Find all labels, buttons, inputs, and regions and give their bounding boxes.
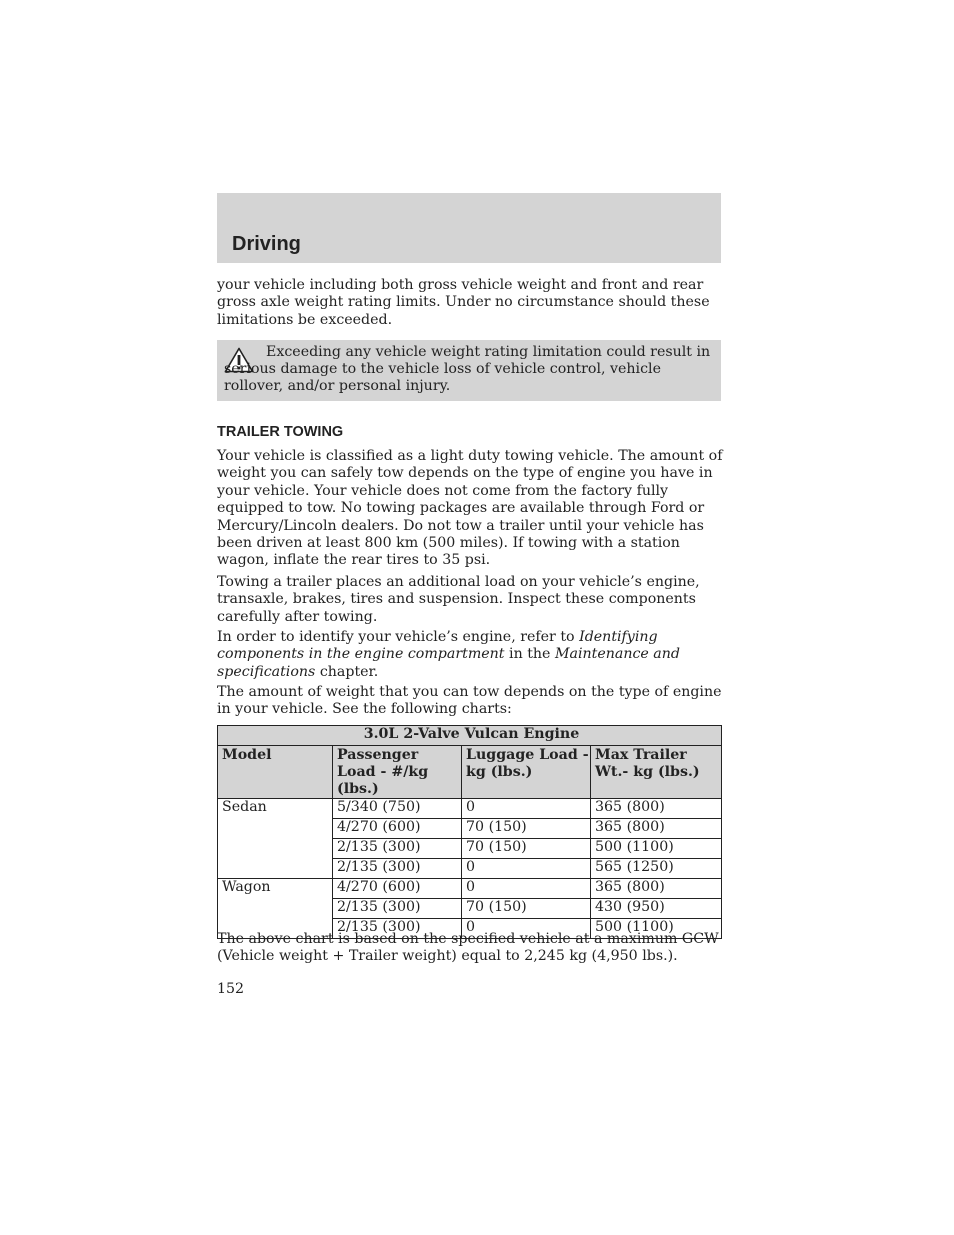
passenger-load-cell: 4/270 (600) (333, 819, 462, 839)
maintenance-chapter-reference: Maintenance and specifications (217, 646, 680, 680)
header-luggage-load: Luggage Load - kg (lbs.) (462, 746, 591, 799)
towing-paragraph-2: Towing a trailer places an additional load on your vehicle’s engine, transaxle, brakes, tires and suspension. Inspect these components carefully after towing. (217, 574, 700, 625)
luggage-load-cell: 0 (462, 799, 591, 819)
max-trailer-cell: 365 (800) (591, 819, 722, 839)
p3-text-e: chapter. (315, 663, 379, 680)
section-heading: TRAILER TOWING (217, 424, 344, 440)
towing-paragraph-4: The amount of weight that you can tow depends on the type of engine in your vehicle. See the following charts: (217, 684, 722, 718)
warning-text: Exceeding any vehicle weight rating limitation could result in serious damage to the vehicle loss of vehicle control, vehicle rollover, and/or personal injury. (224, 344, 711, 394)
model-cell: Wagon (218, 879, 333, 939)
header-max-trailer-weight: Max Trailer Wt.- kg (lbs.) (591, 746, 722, 799)
max-trailer-cell: 365 (800) (591, 799, 722, 819)
header-passenger-load: Passenger Load - #/kg (lbs.) (333, 746, 462, 799)
luggage-load-cell: 0 (462, 919, 591, 939)
table-row (218, 879, 722, 899)
passenger-load-cell: 4/270 (600) (333, 879, 462, 899)
engine-compartment-reference: Identifying components in the engine compartment (217, 629, 658, 663)
passenger-load-cell: 2/135 (300) (333, 839, 462, 859)
p3-text-c: in the (504, 646, 555, 663)
luggage-load-cell: 70 (150) (462, 899, 591, 919)
passenger-load-cell: 2/135 (300) (333, 899, 462, 919)
towing-capacity-table (217, 725, 722, 939)
header-model: Model (218, 746, 333, 799)
towing-paragraph-1: Your vehicle is classified as a light duty towing vehicle. The amount of weight you can safely tow depends on the type of engine you have in your vehicle. Your vehicle does not come from the factory fully equipped to tow. No towing packages are available through Ford or Mercury/Lincoln dealers. Do not tow a trailer until your vehicle has been driven at least 800 km (500 miles). If towing with a station wagon, inflate the rear tires to 35 psi. (217, 448, 723, 569)
table-footnote: The above chart is based on the specified vehicle at a maximum GCW (Vehicle weight + Trailer weight) equal to 2,245 kg (4,950 lbs.). (217, 931, 719, 965)
model-cell: Sedan (218, 799, 333, 879)
max-trailer-cell: 500 (1100) (591, 919, 722, 939)
passenger-load-cell: 2/135 (300) (333, 919, 462, 939)
table-row (218, 799, 722, 819)
luggage-load-cell: 70 (150) (462, 819, 591, 839)
max-trailer-cell: 500 (1100) (591, 839, 722, 859)
intro-paragraph: your vehicle including both gross vehicle weight and front and rear gross axle weight rating limits. Under no circumstance should these limitations be exceeded. (217, 277, 710, 328)
max-trailer-cell: 365 (800) (591, 879, 722, 899)
luggage-load-cell: 0 (462, 859, 591, 879)
chapter-title: Driving (232, 233, 301, 255)
towing-paragraph-3 (217, 629, 723, 681)
page-number: 152 (217, 981, 245, 997)
table-title: 3.0L 2-Valve Vulcan Engine (218, 726, 722, 746)
max-trailer-cell: 430 (950) (591, 899, 722, 919)
passenger-load-cell: 5/340 (750) (333, 799, 462, 819)
warning-box (217, 340, 721, 401)
max-trailer-cell: 565 (1250) (591, 859, 722, 879)
chapter-header-band (217, 193, 721, 263)
passenger-load-cell: 2/135 (300) (333, 859, 462, 879)
luggage-load-cell: 70 (150) (462, 839, 591, 859)
p3-text-a: In order to identify your vehicle’s engine, refer to (217, 629, 580, 645)
luggage-load-cell: 0 (462, 879, 591, 899)
